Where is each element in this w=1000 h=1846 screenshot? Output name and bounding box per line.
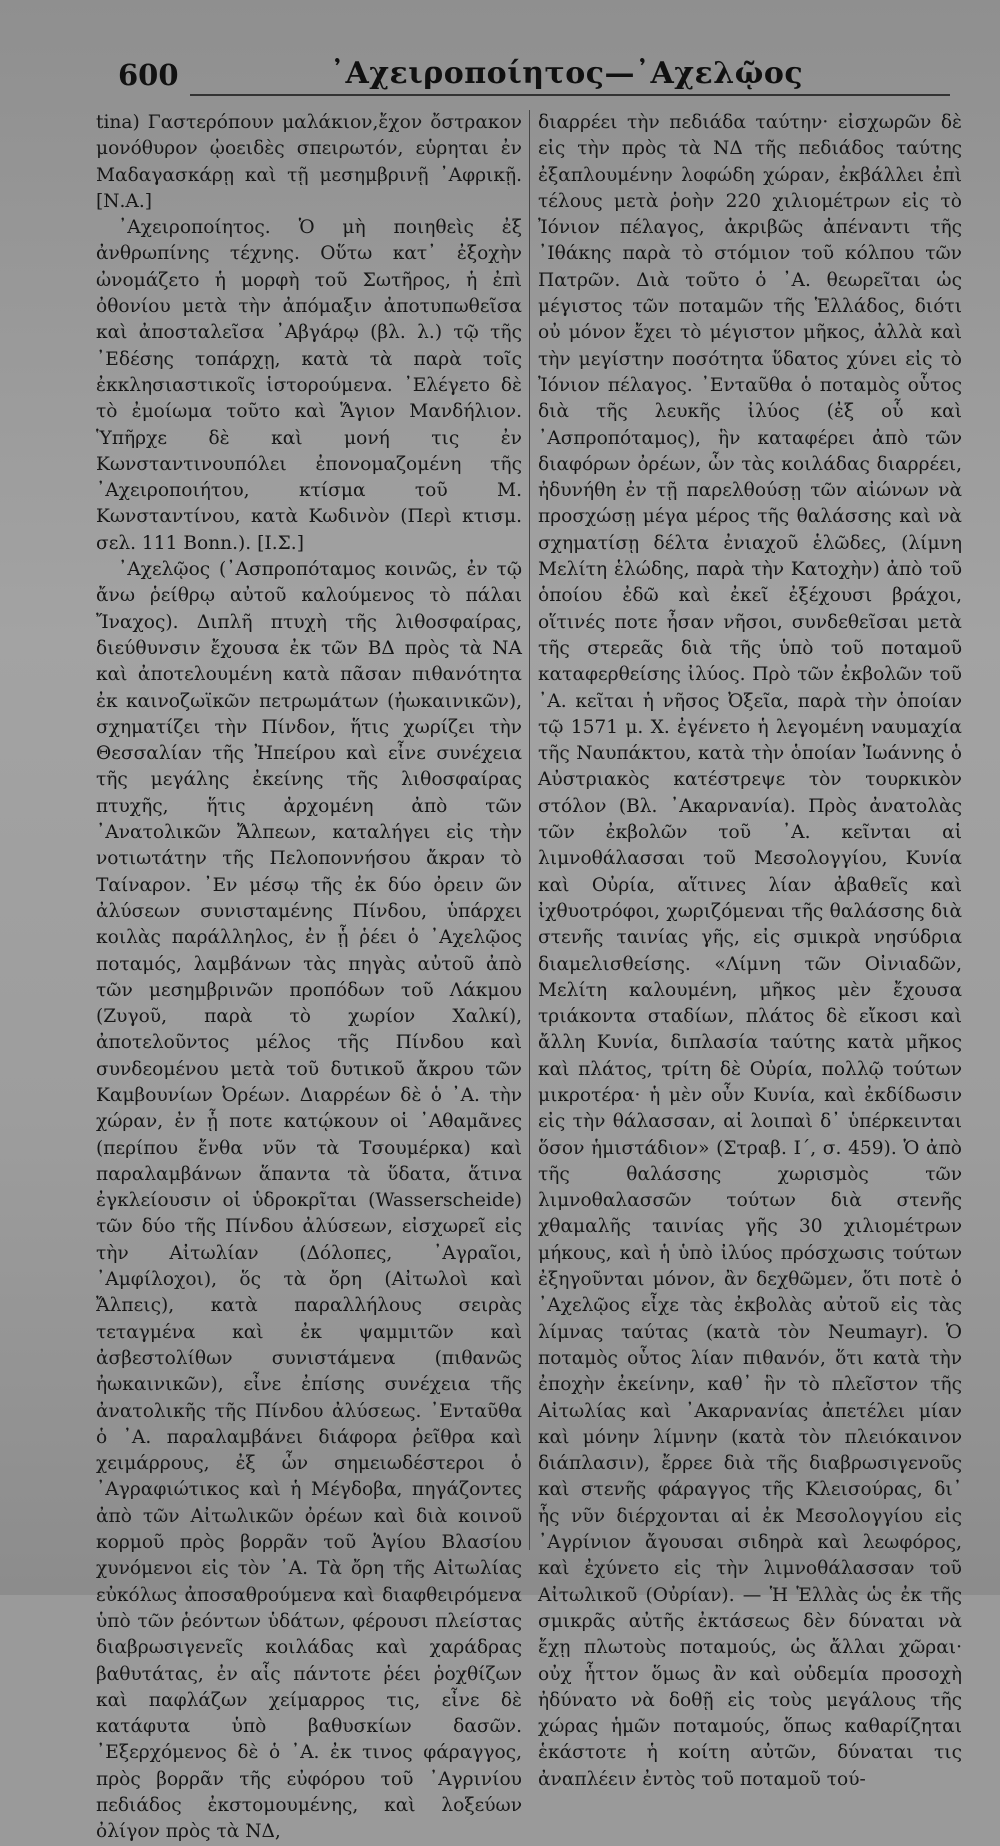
entry-acheiropoietos: ᾿Αχειροποίητος. Ὁ μὴ ποιηθεὶς ἐξ ἀνθρωπίνης τέχνης. Οὕτω κατ᾿ ἐξοχὴν ὠνομάζετο ἡ μορφὴ τοῦ Σωτῆρος, ἡ ἐπὶ ὀθονίου μετὰ τὴν ἀπόμαξιν ἀποτυπωθεῖσα καὶ ἀποσταλεῖσα ᾿Αβγάρῳ (βλ. λ.) τῷ τῆς ᾿Εδέσης τοπάρχῃ, κατὰ τὰ παρὰ τοῖς ἐκκλησιαστικοῖς ἱστορούμενα. ᾿Ελέγετο δὲ τὸ ἐμοίωμα τοῦτο καὶ Ἅγιον Μανδήλιον. Ὑπῆρχε δὲ καὶ μονή τις ἐν Κωνσταντινουπόλει ἐπονομαζομένη τῆς ᾿Αχειροποιήτου, κτίσμα τοῦ Μ. Κωνσταντίνου, κατὰ Κωδινὸν (Περὶ κτισμ. σελ. 111 Bonn.). [Ι.Σ.] (96, 217, 522, 554)
running-title: ᾿Αχειροποίητος—᾿Αχελῷος (330, 56, 804, 91)
left-column (96, 110, 522, 1846)
page-header (100, 50, 950, 98)
entry-acheloos: ᾿Αχελῷος (᾿Ασπροπόταμος κοινῶς, ἐν τῷ ἄνω ῥείθρῳ αὐτοῦ καλούμενος τὸ πάλαι Ἴναχος). Διπλῆ πτυχὴ τῆς λιθοσφαίρας, διεύθυνσιν ἔχουσα ἐκ τῶν ΒΔ πρὸς τὰ ΝΑ καὶ ἀποτελουμένη κατὰ πᾶσαν πιθανότητα ἐκ καινοζωϊκῶν πετρωμάτων (ἠωκαινικῶν), σχηματίζει τὴν Πίνδον, ἥτις χωρίζει τὴν Θεσσαλίαν τῆς Ἠπείρου καὶ εἶνε συνέχεια τῆς μεγάλης ἐκείνης τῆς λιθοσφαίρας πτυχῆς, ἥτις ἀρχομένη ἀπὸ τῶν ᾿Ανατολικῶν Ἄλπεων, καταλήγει εἰς τὴν νοτιωτάτην τῆς Πελοποννήσου ἄκραν τὸ Ταίναρον. ᾿Εν μέσῳ τῆς ἐκ δύο ὀρειν ῶν ἀλύσεων συνισταμένης Πίνδου, ὑπάρχει κοιλὰς παράλληλος, ἐν ᾗ ῥέει ὁ ᾿Αχελῷος ποταμός, λαμβάνων τὰς πηγὰς αὐτοῦ ἀπὸ τῶν μεσημβρινῶν προπόδων τοῦ Λάκμου (Ζυγοῦ, παρὰ τὸ χωρίον Χαλκί), ἀποτελοῦντος μέλος τῆς Πίνδου καὶ συνδεομένου μετὰ τοῦ δυτικοῦ ἄκρου τῶν Καμβουνίων Ὀρέων. Διαρρέων δὲ ὁ ᾿Α. τὴν χώραν, ἐν ᾗ ποτε κατῴκουν οἱ ᾿Αθαμᾶνες (περίπου ἔνθα νῦν τὰ Τσουμέρκα) καὶ παραλαμβάνων ἅπαντα τὰ ὕδατα, ἅτινα ἐγκλείουσιν οἱ ὑδροκρῖται (Wasserscheide) τῶν δύο τῆς Πίνδου ἀλύσεων, εἰσχωρεῖ εἰς τὴν Αἰτωλίαν (Δόλοπες, ᾿Αγραῖοι, ᾿Αμφίλοχοι), ὅς τὰ ὄρη (Αἰτωλοὶ καὶ Ἄλπεις), κατὰ παραλλήλους σειρὰς τεταγμένα καὶ ἐκ ψαμμιτῶν καὶ ἀσβεστολίθων συνιστάμενα (πιθανῶς ἠωκαινικῶν), εἶνε ἐπίσης συνέχεια τῆς ἀνατολικῆς τῆς Πίνδου ἀλύσεως. ᾿Ενταῦθα ὁ ᾿Α. παραλαμβάνει διάφορα ῥεῖθρα καὶ χειμάρρους, ἐξ ὧν σημειωδέστεροι ὁ ᾿Αγραφιώτικος καὶ ἡ Μέγδοβα, πηγάζοντες ἀπὸ τῶν Αἰτωλικῶν ὀρέων καὶ διὰ κοινοῦ κορμοῦ πρὸς βορρᾶν τοῦ Ἁγίου Βλασίου χυνόμενοι εἰς τὸν ᾿Α. Τὰ ὄρη τῆς Αἰτωλίας εὐκόλως ἀποσαθρούμενα καὶ διαφθειρόμενα ὑπὸ τῶν ῥεόντων ὑδάτων, φέρουσι πλείστας διαβρωσιγενεῖς κοιλάδας καὶ χαράδρας βαθυτάτας, ἐν αἷς πάντοτε ῥέει ῥοχθίζων καὶ παφλάζων χείμαρρος τις, εἶνε δὲ κατάφυτα ὑπὸ βαθυσκίων δασῶν. ᾿Εξερχόμενος δὲ ὁ ᾿Α. ἐκ τινος φάραγγος, πρὸς βορρᾶν τῆς εὐφόρου τοῦ ᾿Αγρινίου πεδιάδος ἐκστομουμένης, καὶ λοξεύων ὀλίγον πρὸς τὰ ΝΔ, (96, 559, 522, 1843)
paragraph: διαρρέει τὴν πεδιάδα ταύτην· εἰσχωρῶν δὲ εἰς τὴν πρὸς τὰ ΝΔ τῆς πεδιάδος ταύτης ἐξαπλουμένην λοφώδη χώραν, ἐκβάλλει ἐπὶ τέλους μετὰ ῥοὴν 220 χιλιομέτρων εἰς τὸ Ἰόνιον πέλαγος, ἀκριβῶς ἀπέναντι τῆς ᾿Ιθάκης παρὰ τὸ στόμιον τοῦ κόλπου τῶν Πατρῶν. Διὰ τοῦτο ὁ ᾿Α. θεωρεῖται ὡς μέγιστος τῶν ποταμῶν τῆς Ἑλλάδος, διότι οὐ μόνον ἔχει τὸ μέγιστον μῆκος, ἀλλὰ καὶ τὴν μεγίστην ποσότητα ὕδατος χύνει εἰς τὸ Ἰόνιον πέλαγος. ᾿Ενταῦθα ὁ ποταμὸς οὗτος διὰ τῆς λευκῆς ἰλύος (ἐξ οὗ καὶ ᾿Ασπροπόταμος), ἣν καταφέρει ἀπὸ τῶν διαφόρων ὀρέων, ὧν τὰς κοιλάδας διαρρέει, ἠδυνήθη ἐν τῇ παρελθούσῃ τῶν αἰώνων νὰ προσχώσῃ μέγα μέρος τῆς θαλάσσης καὶ νὰ σχηματίσῃ δέλτα ἐνιαχοῦ ἑλῶδες, (λίμνη Μελίτη ἑλώδης, παρὰ τὴν Κατοχὴν) ἀπὸ τοῦ ὁποίου ἐδῶ καὶ ἐκεῖ ἐξέχουσι βράχοι, οἵτινές ποτε ἦσαν νῆσοι, συνδεθεῖσαι μετὰ τῆς στερεᾶς διὰ τῆς ὑπὸ τοῦ ποταμοῦ καταφερθείσης ἰλύος. Πρὸ τῶν ἐκβολῶν τοῦ ᾿Α. κεῖται ἡ νῆσος Ὀξεῖα, παρὰ τὴν ὁποίαν τῷ 1571 μ. Χ. ἐγένετο ἡ λεγομένη ναυμαχία τῆς Ναυπάκτου, κατὰ τὴν ὁποίαν Ἰωάννης ὁ Αὐστριακὸς κατέστρεψε τὸν τουρκικὸν στόλον (Βλ. ᾿Ακαρνανία). Πρὸς ἀνατολὰς τῶν ἐκβολῶν τοῦ ᾿Α. κεῖνται αἱ λιμνοθάλασσαι τοῦ Μεσολογγίου, Κυνία καὶ Οὐρία, αἵτινες λίαν ἀβαθεῖς καὶ ἰχθυοτρόφοι, χωριζόμεναι τῆς θαλάσσης διὰ στενῆς ταινίας γῆς, εἰς σμικρὰ νησύδρια διαμελισθείσης. «Λίμνη τῶν Οἰνιαδῶν, Μελίτη καλουμένη, μῆκος μὲν ἔχουσα τριάκοντα σταδίων, πλάτος δὲ εἴκοσι καὶ ἄλλη Κυνία, διπλασία ταύτης κατὰ μῆκος καὶ πλάτος, τρίτη δὲ Οὐρία, πολλῷ τούτων μικροτέρα· ἡ μὲν οὖν Κυνία, καὶ ἐκδίδωσιν εἰς τὴν θάλασσαν, αἱ λοιπαὶ δ᾿ ὑπέρκεινται ὅσον ἡμιστάδιον» (Στραβ. Ι΄, σ. 459). Ὁ ἀπὸ τῆς θαλάσσης χωρισμὸς τῶν λιμνοθαλασσῶν τούτων διὰ στενῆς χθαμαλῆς ταινίας γῆς 30 χιλιομέτρων μήκους, καὶ ἡ ὑπὸ ἰλύος πρόσχωσις τούτων ἐξηγοῦνται μόνον, ἂν δεχθῶμεν, ὅτι ποτὲ ὁ ᾿Αχελῷος εἶχε τὰς ἐκβολὰς αὐτοῦ εἰς τὰς λίμνας ταύτας (κατὰ τὸν Neumayr). Ὁ ποταμὸς οὗτος λίαν πιθανόν, ὅτι κατὰ τὴν ἐποχὴν ἐκείνην, καθ᾿ ἣν τὸ πλεῖστον τῆς Αἰτωλίας καὶ ᾿Ακαρνανίας ἀπετέλει μίαν καὶ μόνην λίμνην (κατὰ τὸν πλειόκαινον διάπλασιν), ἔρρεε διὰ τῆς διαβρωσιγενοῦς καὶ στενῆς φάραγγος τῆς Κλεισούρας, δι᾿ ἧς νῦν διέρχονται αἱ ἐκ Μεσολογγίου εἰς ᾿Αγρίνιον ἄγουσαι σιδηρὰ καὶ λεωφόρος, καὶ ἐχύνετο εἰς τὴν λιμνοθάλασσαν τοῦ Αἰτωλικοῦ (Οὐρίαν). — Ἡ Ἑλλὰς ὡς ἐκ τῆς σμικρᾶς αὐτῆς ἐκτάσεως δὲν δύναται νὰ ἔχῃ πλωτοὺς ποταμούς, ὡς ἄλλαι χῶραι· οὐχ ἧττον ὅμως ἂν καὶ οὐδεμία προσοχὴ ἠδύνατο νὰ δοθῇ εἰς τοὺς μεγάλους τῆς χώρας ἡμῶν ποταμούς, ὅπως καθαρίζηται ἑκάστοτε ἡ κοίτη αὐτῶν, δύναται τις ἀναπλέειν ἐντὸς τοῦ ποταμοῦ τού- (538, 112, 962, 1790)
page-number: 600 (118, 58, 179, 92)
header-rule (190, 94, 950, 96)
paragraph: tina) Γαστερόπουν μαλάκιον,ἔχον ὄστρακον μονόθυρον ᾠοειδὲς σπειρωτόν, εὑρηται ἐν Μαδαγασκάρῃ καὶ τῇ μεσημβρινῇ ᾿Αφρικῇ. [Ν.Α.] (96, 112, 522, 212)
right-column (538, 110, 962, 1793)
column-divider (529, 110, 530, 1550)
